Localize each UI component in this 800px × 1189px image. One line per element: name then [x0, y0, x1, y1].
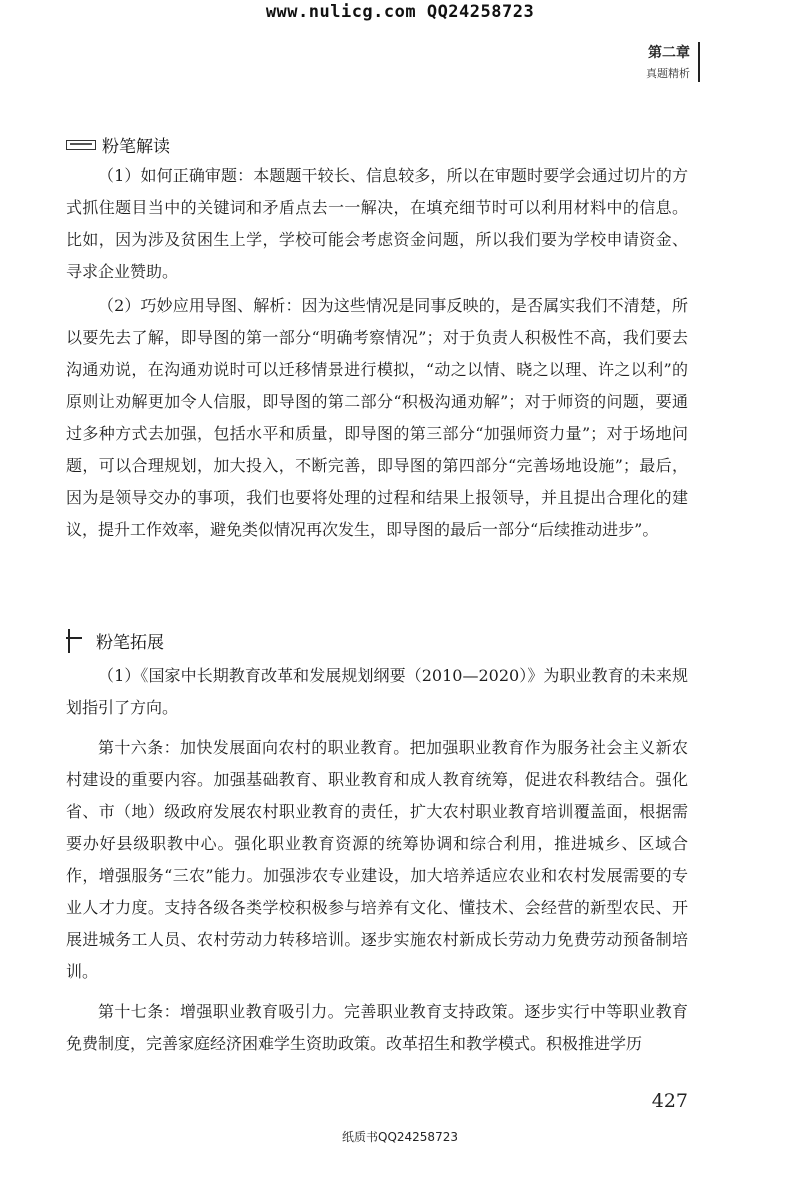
section-title: 粉笔拓展	[96, 633, 164, 653]
section-marker-icon	[66, 629, 82, 653]
chapter-title: 第二章	[648, 45, 690, 61]
bottom-watermark: 纸质书QQ24258723	[342, 1130, 458, 1144]
section-marker-icon	[66, 140, 96, 150]
top-watermark: www.nulicg.com QQ24258723	[265, 2, 535, 22]
chapter-divider	[698, 42, 700, 82]
paragraph: 第十七条：增强职业教育吸引力。完善职业教育支持政策。逐步实行中等职业教育免费制度，完善家庭经济困难学生资助政策。改革招生和教学模式。积极推进学历	[66, 1002, 688, 1053]
section-title: 粉笔解读	[102, 137, 170, 157]
paragraph: （2）巧妙应用导图、解析：因为这些情况是同事反映的，是否属实我们不清楚，所以要先去了解，即导图的第一部分“明确考察情况”；对于负责人积极性不高，我们要去沟通劝说，在沟通劝说时可以迁移情景进行模拟，“动之以情、晓之以理、许之以利”的原则让劝解更加令人信服，即导图的第二部分“积极沟通劝解”；对于师资的问题，要通过多种方式去加强，包括水平和质量，即导图的第三部分“加强师资力量”；对于场地问题，可以合理规划，加大投入，不断完善，即导图的第四部分“完善场地设施”；最后，因为是领导交办的事项，我们也要将处理的过程和结果上报领导，并且提出合理化的建议，提升工作效率，避免类似情况再次发生，即导图的最后一部分“后续推动进步”。	[66, 296, 688, 539]
section-heading-extension	[66, 628, 164, 653]
chapter-subtitle: 真题精析	[646, 67, 690, 80]
paragraph: 第十六条：加快发展面向农村的职业教育。把加强职业教育作为服务社会主义新农村建设的重要内容。加强基础教育、职业教育和成人教育统筹，促进农科教结合。强化省、市（地）级政府发展农村职业教育的责任，扩大农村职业教育培训覆盖面，根据需要办好县级职教中心。强化职业教育资源的统筹协调和综合利用，推进城乡、区域合作，增强服务“三农”能力。加强涉农专业建设，加大培养适应农业和农村发展需要的专业人才力度。支持各级各类学校积极参与培养有文化、懂技术、会经营的新型农民、开展进城务工人员、农村劳动力转移培训。逐步实施农村新成长劳动力免费劳动预备制培训。	[66, 738, 688, 981]
paragraph: （1）《国家中长期教育改革和发展规划纲要（2010—2020）》为职业教育的未来规划指引了方向。	[66, 666, 688, 717]
paragraph: （1）如何正确审题：本题题干较长、信息较多，所以在审题时要学会通过切片的方式抓住题目当中的关键词和矛盾点去一一解决，在填充细节时可以利用材料中的信息。比如，因为涉及贫困生上学，学校可能会考虑资金问题，所以我们要为学校申请资金、寻求企业赞助。	[66, 166, 688, 281]
page-number: 427	[651, 1090, 688, 1112]
chapter-header	[646, 44, 690, 82]
section-heading-interpretation	[66, 132, 170, 157]
